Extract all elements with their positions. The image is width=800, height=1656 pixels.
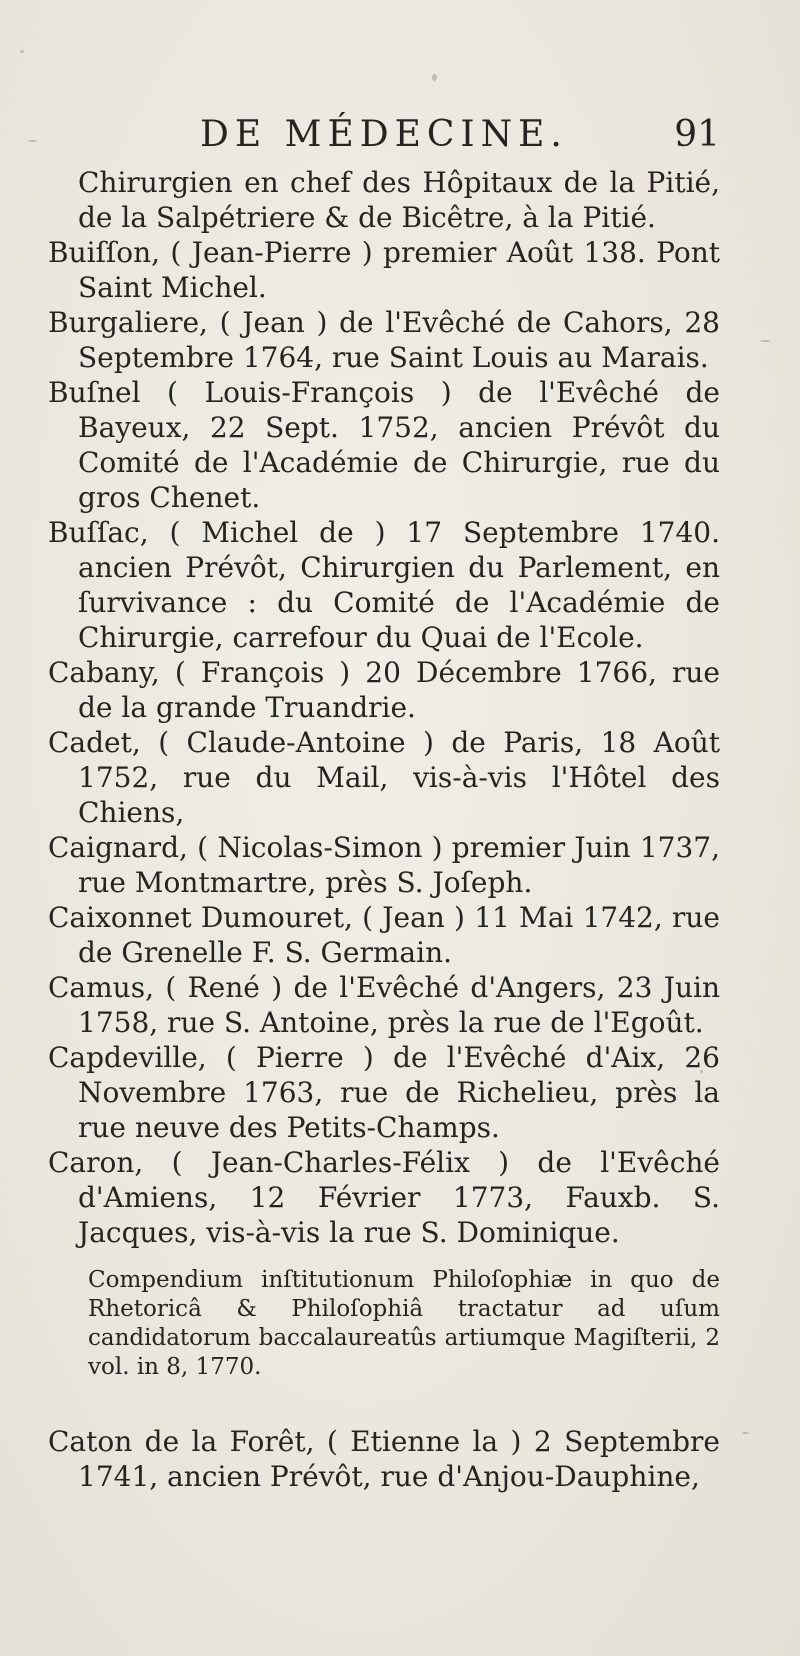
entry-busnel: Buſnel ( Louis-François ) de l'Evêché de Bayeux, 22 Sept. 1752, ancien Prévôt du Comité de l'Académie de Chirurgie, rue du gros Chenet. (48, 376, 720, 514)
paper-speck (742, 1432, 749, 1434)
entry-caton: Caton de la Forêt, ( Etienne la ) 2 Septembre 1741, ancien Prévôt, rue d'Anjou-Dauphine, (48, 1425, 720, 1493)
paper-speck (760, 340, 770, 342)
spacer (48, 1382, 720, 1424)
entry-buisson: Buiſſon, ( Jean-Pierre ) premier Août 138. Pont Saint Michel. (48, 236, 720, 304)
entry-caignard: Caignard, ( Nicolas-Simon ) premier Juin 1737, rue Montmartre, près S. Joſeph. (48, 831, 720, 899)
entry-capdeville: Capdeville, ( Pierre ) de l'Evêché d'Aix, 26 Novembre 1763, rue de Richelieu, près la rue neuve des Petits-Champs. (48, 1041, 720, 1144)
text-block (48, 165, 720, 1494)
paper-speck (20, 50, 24, 53)
entry-camus: Camus, ( René ) de l'Evêché d'Angers, 23 Juin 1758, rue S. Antoine, près la rue de l'Egoût. (48, 971, 720, 1039)
paper-speck (432, 74, 437, 81)
entry-cabany: Cabany, ( François ) 20 Décembre 1766, rue de la grande Truandrie. (48, 656, 720, 724)
entry-cadet: Cadet, ( Claude-Antoine ) de Paris, 18 Août 1752, rue du Mail, vis-à-vis l'Hôtel des Chiens, (48, 726, 720, 829)
paper-speck (700, 1070, 703, 1073)
entry-burgaliere: Burgaliere, ( Jean ) de l'Evêché de Cahors, 28 Septembre 1764, rue Saint Louis au Marais. (48, 306, 720, 374)
entry-caixonnet: Caixonnet Dumouret, ( Jean ) 11 Mai 1742, rue de Grenelle F. S. Germain. (48, 901, 720, 969)
publication-note: Compendium inſtitutionum Philoſophiæ in quo de Rhetoricâ & Philoſophiâ tractatur ad uſum candidatorum baccalaureatûs artiumque Magiſterii, 2 vol. in 8, 1770. (88, 1267, 720, 1380)
entry-caron: Caron, ( Jean-Charles-Félix ) de l'Evêché d'Amiens, 12 Février 1773, Fauxb. S. Jacques, vis-à-vis la rue S. Dominique. (48, 1146, 720, 1249)
continued-entry: Chirurgien en chef des Hôpitaux de la Pitié, de la Salpétriere & de Bicêtre, à la Pitié. (78, 166, 720, 234)
entry-bussac: Buſſac, ( Michel de ) 17 Septembre 1740. ancien Prévôt, Chirurgien du Parlement, en ſurvivance : du Comité de l'Académie de Chirurgie, carrefour du Quai de l'Ecole. (48, 516, 720, 654)
page-header (200, 112, 720, 158)
page-number: 91 (674, 114, 720, 155)
running-head: DE MÉDECINE. (200, 114, 568, 155)
paper-speck (28, 140, 37, 142)
